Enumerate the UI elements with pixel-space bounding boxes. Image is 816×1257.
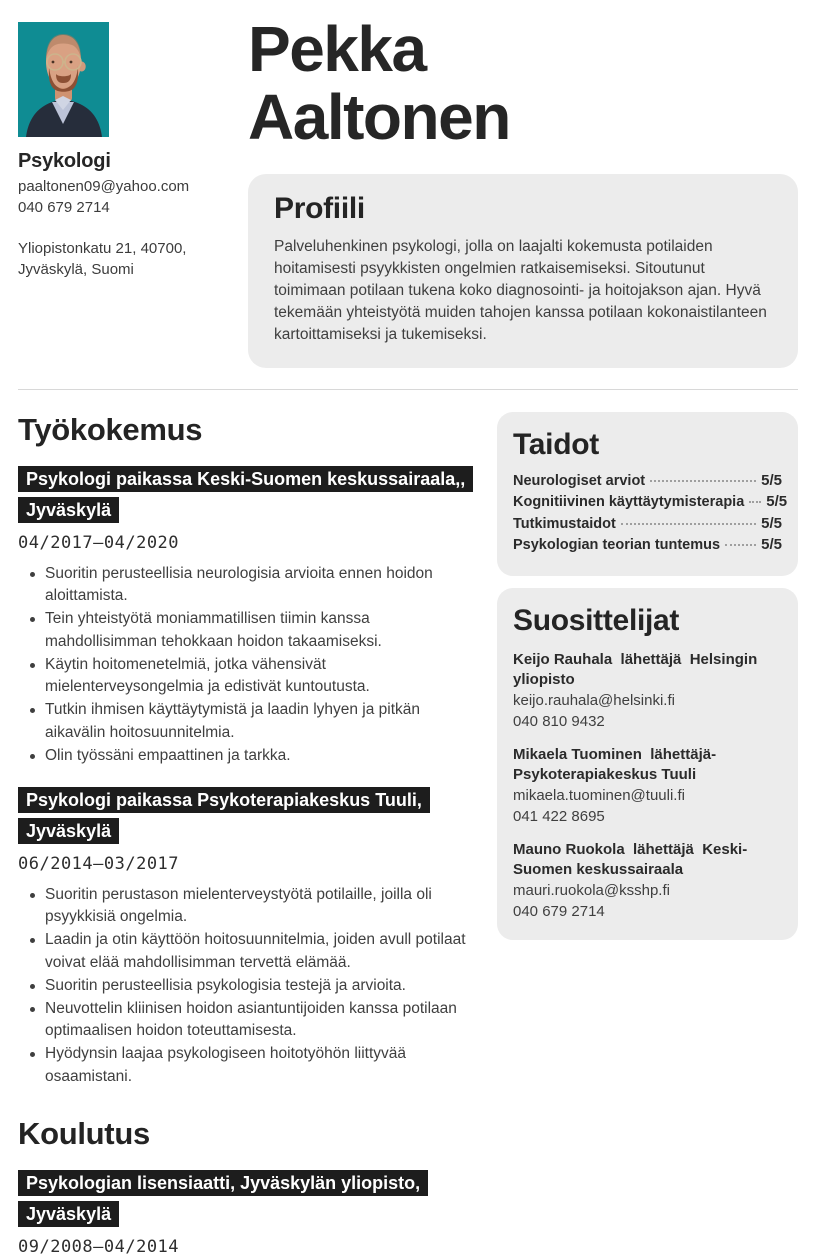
reference-phone: 040 810 9432 — [513, 712, 605, 730]
profile-section — [248, 174, 798, 368]
job-bullet: Käytin hoitomenetelmiä, jotka vähensivät mielenterveysongelmia ja edistivät kuntoutusta. — [18, 654, 467, 699]
education-heading: Koulutus — [18, 1116, 150, 1152]
job-bullet: Suoritin perustason mielenterveystyötä potilaille, joilla oli psyykkisiä ongelmia. — [18, 884, 467, 929]
education-section — [18, 1116, 467, 1257]
reference-name: Mikaela Tuominen lähettäjä-Psykoterapiakeskus Tuuli — [513, 745, 717, 783]
address-block — [18, 238, 248, 280]
skill-row — [513, 493, 788, 511]
education-dates: 09/2008—04/2014 — [18, 1237, 180, 1257]
job-bullet-list — [18, 884, 467, 1089]
reference-name: Mauno Ruokola lähettäjä Keski-Suomen keskussairaala — [513, 840, 748, 878]
person-title: Psykologi — [18, 150, 111, 172]
job-title: Psykologi paikassa Psykoterapiakeskus Tuuli, Jyväskylä — [18, 785, 467, 847]
job-entry — [18, 464, 467, 767]
person-email: paaltonen09@yahoo.com — [18, 178, 190, 195]
skill-row — [513, 472, 782, 489]
job-bullet: Laadin ja otin käyttöön hoitosuunnitelmia, joiden avull potilaat voivat elää mahdollisimman tervettä elämää. — [18, 929, 467, 974]
dotted-leader — [725, 544, 756, 546]
skill-label: Kognitiivinen käyttäytymisterapia — [513, 494, 745, 511]
reference-phone: 041 422 8695 — [513, 807, 605, 825]
job-entry — [18, 785, 467, 1088]
job-dates: 04/2017—04/2020 — [18, 532, 180, 553]
job-bullet: Hyödynsin laajaa psykologiseen hoitotyöhön liittyvää osaamistani. — [18, 1043, 467, 1088]
identity-block — [18, 22, 248, 368]
address-line-1: Yliopistonkatu 21, 40700, — [18, 240, 187, 257]
skills-list — [513, 471, 788, 554]
address-line-2: Jyväskylä, Suomi — [18, 261, 134, 278]
profile-heading: Profiili — [274, 191, 365, 225]
references-heading: Suosittelijat — [513, 603, 680, 637]
job-bullet-list — [18, 563, 467, 768]
profile-photo — [18, 22, 109, 137]
reference-phone: 040 679 2714 — [513, 902, 605, 920]
reference-email: keijo.rauhala@helsinki.fi — [513, 691, 675, 709]
person-phone: 040 679 2714 — [18, 199, 110, 216]
experience-heading: Työkokemus — [18, 411, 203, 447]
contact-block — [18, 176, 248, 218]
education-entry — [18, 1168, 467, 1257]
job-bullet: Tein yhteistyötä moniammatillisen tiimin kanssa mahdollisimman tehokkaan hoidon takaamiseksi. — [18, 608, 467, 653]
sidebar-column — [497, 412, 798, 1257]
job-bullet: Neuvottelin kliinisen hoidon asiantuntijoiden kanssa potilaan optimaalisen hoidon toteuttamisesta. — [18, 998, 467, 1043]
job-bullet: Tutkin ihmisen käyttäytymistä ja laadin lyhyen ja pitkän aikavälin hoitosuunnitelmia. — [18, 699, 467, 744]
education-title: Psykologian lisensiaatti, Jyväskylän yliopisto, Jyväskylä — [18, 1168, 467, 1230]
person-name: Pekka Aaltonen — [248, 13, 510, 153]
skill-value: 5/5 — [761, 536, 782, 554]
skill-value: 5/5 — [766, 493, 788, 511]
job-bullet: Suoritin perusteellisia neurologisia arvioita ennen hoidon aloittamista. — [18, 563, 467, 608]
reference-item — [513, 840, 782, 922]
reference-email: mikaela.tuominen@tuuli.fi — [513, 786, 685, 804]
skills-heading: Taidot — [513, 427, 599, 461]
dotted-leader — [749, 501, 761, 503]
headline-block — [248, 13, 798, 368]
reference-email: mauri.ruokola@ksshp.fi — [513, 881, 670, 899]
skill-row — [513, 515, 782, 532]
header-section — [0, 0, 816, 368]
profile-text: Palveluhenkinen psykologi, jolla on laajalti kokemusta potilaiden hoitamisesti psyykkisten ongelmien ratkaisemiseksi. Sitoutunut toimimaan potilaan tukena koko diagnosointi- ja hoitojakson ajan. Hyvä tekemään yhteistyötä muiden tahojen kanssa potilaan kokonaistilanteen kartoittamiseksi ja tukemiseksi. — [274, 237, 767, 343]
skill-row — [513, 536, 782, 553]
job-bullet: Suoritin perusteellisia psykologisia testejä ja arvioita. — [18, 975, 467, 998]
reference-item — [513, 650, 782, 732]
dotted-leader — [650, 480, 756, 482]
experience-column — [18, 412, 467, 1257]
reference-name: Keijo Rauhala lähettäjä Helsingin yliopisto — [513, 650, 762, 688]
main-section — [0, 390, 816, 1257]
skill-value: 5/5 — [761, 471, 782, 489]
portrait-photo-icon — [18, 22, 109, 137]
dotted-leader — [621, 523, 756, 525]
job-dates: 06/2014—03/2017 — [18, 853, 180, 874]
reference-item — [513, 745, 782, 827]
skill-label: Tutkimustaidot — [513, 515, 616, 532]
skill-value: 5/5 — [761, 514, 782, 532]
job-bullet: Olin työssäni empaattinen ja tarkka. — [18, 745, 467, 768]
references-section — [497, 588, 798, 940]
skills-section — [497, 412, 798, 576]
skill-label: Neurologiset arviot — [513, 472, 646, 489]
job-title: Psykologi paikassa Keski-Suomen keskussairaala,, Jyväskylä — [18, 464, 467, 526]
skill-label: Psykologian teorian tuntemus — [513, 537, 721, 554]
